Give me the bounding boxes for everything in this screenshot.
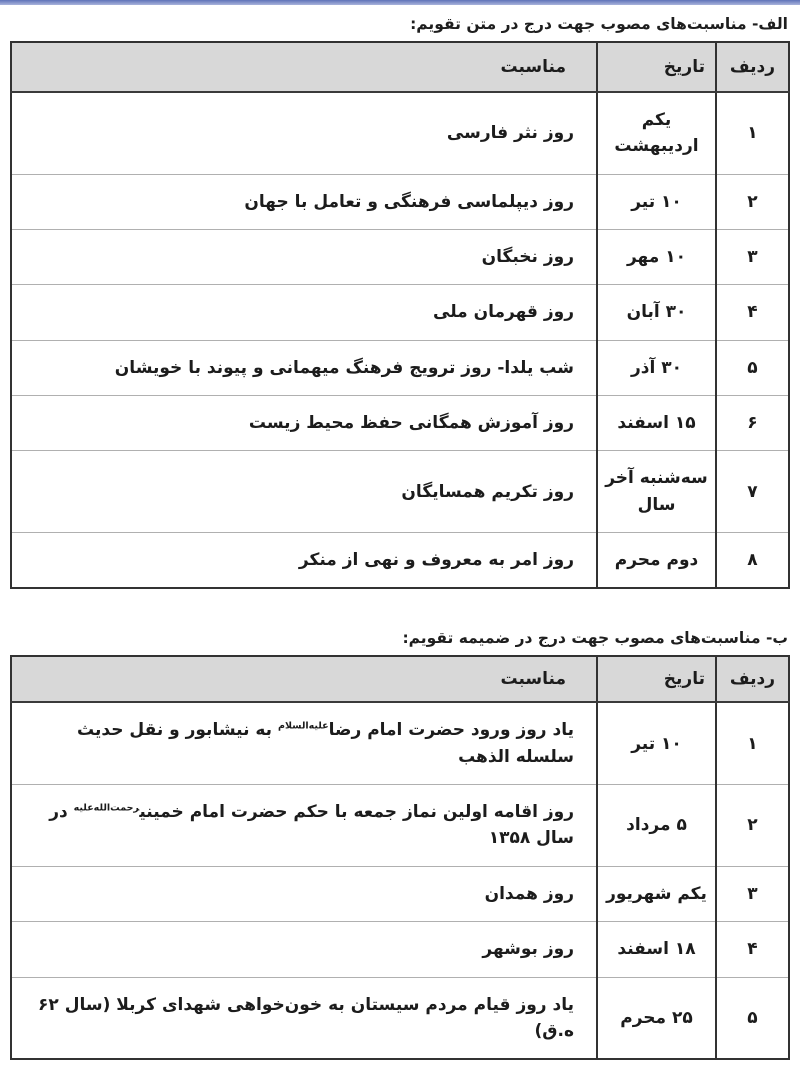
honorific-superscript: علیه‌السلام	[277, 720, 329, 732]
table-row	[11, 451, 789, 533]
row-date: ۲۵ محرم	[597, 977, 716, 1059]
table-row	[11, 977, 789, 1059]
occasion-text-continued: به نیشابور و نقل حدیث سلسله الذهب	[77, 720, 574, 767]
row-number: ۱	[716, 702, 789, 784]
row-date: ۱۵ اسفند	[597, 396, 716, 451]
row-number: ۳	[716, 866, 789, 921]
row-date: یکم شهریور	[597, 866, 716, 921]
table-row	[11, 92, 789, 174]
column-header-occasion: مناسبت	[11, 42, 597, 92]
row-occasion: روز همدان	[11, 866, 597, 921]
row-date: سه‌شنبه آخر سال	[597, 451, 716, 533]
row-occasion: روز قهرمان ملی	[11, 285, 597, 340]
table-row	[11, 702, 789, 784]
column-header-occasion: مناسبت	[11, 656, 597, 702]
column-header-date: تاریخ	[597, 42, 716, 92]
row-number: ۵	[716, 340, 789, 395]
table-row	[11, 174, 789, 229]
row-occasion: شب یلدا- روز ترویج فرهنگ میهمانی و پیوند با خویشان	[11, 340, 597, 395]
top-accent-bar	[0, 0, 800, 5]
row-date: ۱۸ اسفند	[597, 922, 716, 977]
row-occasion: روز بوشهر	[11, 922, 597, 977]
occasion-text-continued: در سال ۱۳۵۸	[49, 802, 574, 849]
row-occasion	[11, 702, 597, 784]
row-number: ۲	[716, 174, 789, 229]
row-number: ۸	[716, 533, 789, 589]
honorific-superscript: رحمت‌الله‌علیه	[73, 802, 140, 814]
row-occasion: روز آموزش همگانی حفظ محیط زیست	[11, 396, 597, 451]
row-occasion	[11, 785, 597, 867]
table-row	[11, 785, 789, 867]
row-number: ۴	[716, 285, 789, 340]
column-header-row-no: ردیف	[716, 656, 789, 702]
row-date: ۳۰ آبان	[597, 285, 716, 340]
row-date: ۱۰ تیر	[597, 174, 716, 229]
row-number: ۴	[716, 922, 789, 977]
row-occasion: روز تکریم همسایگان	[11, 451, 597, 533]
table-row	[11, 922, 789, 977]
table-header-row	[11, 656, 789, 702]
section-a-title: الف- مناسبت‌های مصوب جهت درج در متن تقویم:	[410, 15, 788, 33]
table-row	[11, 866, 789, 921]
table-row	[11, 230, 789, 285]
table-header-row	[11, 42, 789, 92]
column-header-row-no: ردیف	[716, 42, 789, 92]
occasions-table-main-calendar	[10, 41, 790, 589]
occasion-text: یاد روز ورود حضرت امام رضا	[328, 720, 574, 741]
row-number: ۳	[716, 230, 789, 285]
table-row	[11, 533, 789, 589]
row-number: ۷	[716, 451, 789, 533]
row-occasion: روز امر به معروف و نهی از منکر	[11, 533, 597, 589]
row-date: ۱۰ مهر	[597, 230, 716, 285]
occasions-table-calendar-appendix	[10, 655, 790, 1060]
row-number: ۵	[716, 977, 789, 1059]
row-date: یکم اردیبهشت	[597, 92, 716, 174]
row-occasion: روز دیپلماسی فرهنگی و تعامل با جهان	[11, 174, 597, 229]
row-number: ۲	[716, 785, 789, 867]
row-date: دوم محرم	[597, 533, 716, 589]
row-occasion: روز نثر فارسی	[11, 92, 597, 174]
table-row	[11, 340, 789, 395]
table-row	[11, 396, 789, 451]
section-b-title: ب- مناسبت‌های مصوب جهت درج در ضمیمه تقویم:	[402, 629, 788, 648]
column-header-date: تاریخ	[597, 656, 716, 702]
table-row	[11, 285, 789, 340]
row-occasion: روز نخبگان	[11, 230, 597, 285]
occasion-text: روز اقامه اولین نماز جمعه با حکم حضرت امام خمینی	[139, 802, 574, 823]
document-page	[0, 15, 800, 1060]
row-number: ۶	[716, 396, 789, 451]
row-date: ۱۰ تیر	[597, 702, 716, 784]
row-occasion: یاد روز قیام مردم سیستان به خون‌خواهی شهدای کربلا (سال ۶۲ ه.ق)	[11, 977, 597, 1059]
row-number: ۱	[716, 92, 789, 174]
row-date: ۵ مرداد	[597, 785, 716, 867]
row-date: ۳۰ آذر	[597, 340, 716, 395]
